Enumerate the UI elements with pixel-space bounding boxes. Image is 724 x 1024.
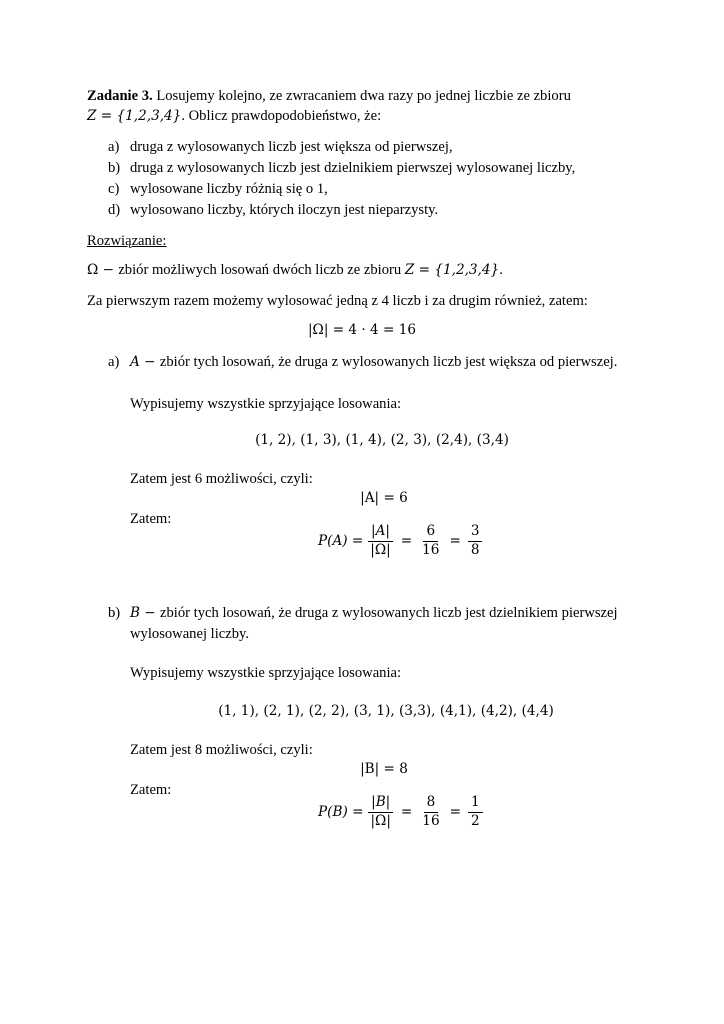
fraction-numerator: |B|	[368, 795, 393, 813]
part-b-count-text: Zatem jest 8 możliwości, czyli:	[130, 742, 313, 758]
task-statement-line2	[87, 108, 381, 126]
first-draw-text: Za pierwszym razem możemy wylosować jedną z 4 liczb i za drugim również, zatem:	[87, 293, 588, 309]
fraction-numerator: 8	[424, 795, 439, 813]
part-b-probability-lhs: P(B) =	[318, 803, 364, 820]
task-intro: Losujemy kolejno, ze zwracaniem dwa razy po jednej liczbie ze zbioru	[152, 88, 571, 104]
part-b-list-intro: Wypisujemy wszystkie sprzyjające losowania:	[130, 665, 402, 681]
solution-heading: Rozwiązanie:	[87, 233, 167, 249]
part-a-probability-lhs: P(A) =	[318, 532, 364, 549]
omega-cardinality: |Ω| = 4 · 4 = 16	[307, 322, 417, 338]
task-item-label: b)	[108, 160, 121, 176]
part-a-probability: P(A) = $\frac{|A|}{|\Omega|}$ = $\frac{6}{16}$ = $\frac{3}{8}$	[318, 524, 486, 558]
omega-definition-end: .	[499, 262, 503, 278]
fraction	[419, 524, 442, 558]
part-b-zatem: Zatem:	[130, 782, 172, 798]
fraction-denominator: |Ω|	[370, 812, 391, 829]
part-a-definition	[130, 354, 617, 372]
part-b-symbol: B −	[130, 605, 161, 621]
fraction-denominator: 2	[471, 812, 480, 829]
part-a-list-intro: Wypisujemy wszystkie sprzyjające losowania:	[130, 396, 402, 412]
fraction-numerator: 3	[468, 524, 483, 542]
part-a-label: a)	[108, 354, 120, 370]
part-a-cardinality: |A| = 6	[360, 490, 408, 506]
omega-definition-text: zbiór możliwych losowań dwóch liczb ze zbioru	[118, 262, 405, 278]
fraction-denominator: 16	[422, 812, 440, 829]
fraction-numerator: 6	[423, 524, 438, 542]
part-a-outcomes: (1, 2), (1, 3), (1, 4), (2, 3), (2,4), (3,4)	[255, 432, 509, 448]
fraction-numerator: |A|	[368, 524, 393, 542]
task-item-label: a)	[108, 139, 120, 155]
part-b-definition	[130, 605, 618, 623]
fraction	[419, 795, 442, 829]
task-item-text: druga z wylosowanych liczb jest dzielnikiem pierwszej wylosowanej liczby,	[130, 160, 576, 176]
task-item-text: wylosowano liczby, których iloczyn jest nieparzysty.	[130, 202, 439, 218]
part-a-count-text: Zatem jest 6 możliwości, czyli:	[130, 471, 313, 487]
task-set-expression: Z = {1,2,3,4}	[87, 108, 182, 124]
fraction	[367, 524, 393, 558]
omega-definition	[87, 262, 503, 280]
task-statement-line1	[87, 88, 571, 106]
fraction-denominator: 8	[470, 541, 480, 558]
part-b-outcomes: (1, 1), (2, 1), (2, 2), (3, 1), (3,3), (4,1), (4,2), (4,4)	[218, 703, 554, 719]
fraction-denominator: 16	[422, 541, 440, 558]
task-intro-rest: . Oblicz prawdopodobieństwo, że:	[181, 108, 382, 124]
omega-set-expression: Z = {1,2,3,4}	[404, 262, 500, 278]
fraction	[468, 795, 483, 829]
part-b-definition-line2: wylosowanej liczby.	[130, 626, 250, 642]
fraction-numerator: 1	[468, 795, 483, 813]
task-title: Zadanie 3.	[87, 88, 153, 104]
omega-symbol: Ω −	[87, 262, 119, 278]
task-item-label: c)	[108, 181, 120, 197]
part-a-zatem: Zatem:	[130, 511, 172, 527]
fraction	[468, 524, 483, 558]
part-b-cardinality: |B| = 8	[360, 761, 408, 777]
part-a-definition-text: zbiór tych losowań, że druga z wylosowanych liczb jest większa od pierwszej.	[159, 354, 618, 370]
fraction	[367, 795, 393, 829]
part-b-probability: P(B) = $\frac{|B|}{|\Omega|}$ = $\frac{8}{16}$ = $\frac{1}{2}$	[318, 795, 487, 829]
fraction-denominator: |Ω|	[370, 541, 391, 558]
task-item-label: d)	[108, 202, 121, 218]
task-item-text: wylosowane liczby różnią się o 1,	[130, 181, 328, 197]
part-a-symbol: A −	[130, 354, 160, 370]
part-b-label: b)	[108, 605, 121, 621]
task-item-text: druga z wylosowanych liczb jest większa od pierwszej,	[130, 139, 453, 155]
part-b-definition-text: zbiór tych losowań, że druga z wylosowanych liczb jest dzielnikiem pierwszej	[160, 605, 618, 621]
